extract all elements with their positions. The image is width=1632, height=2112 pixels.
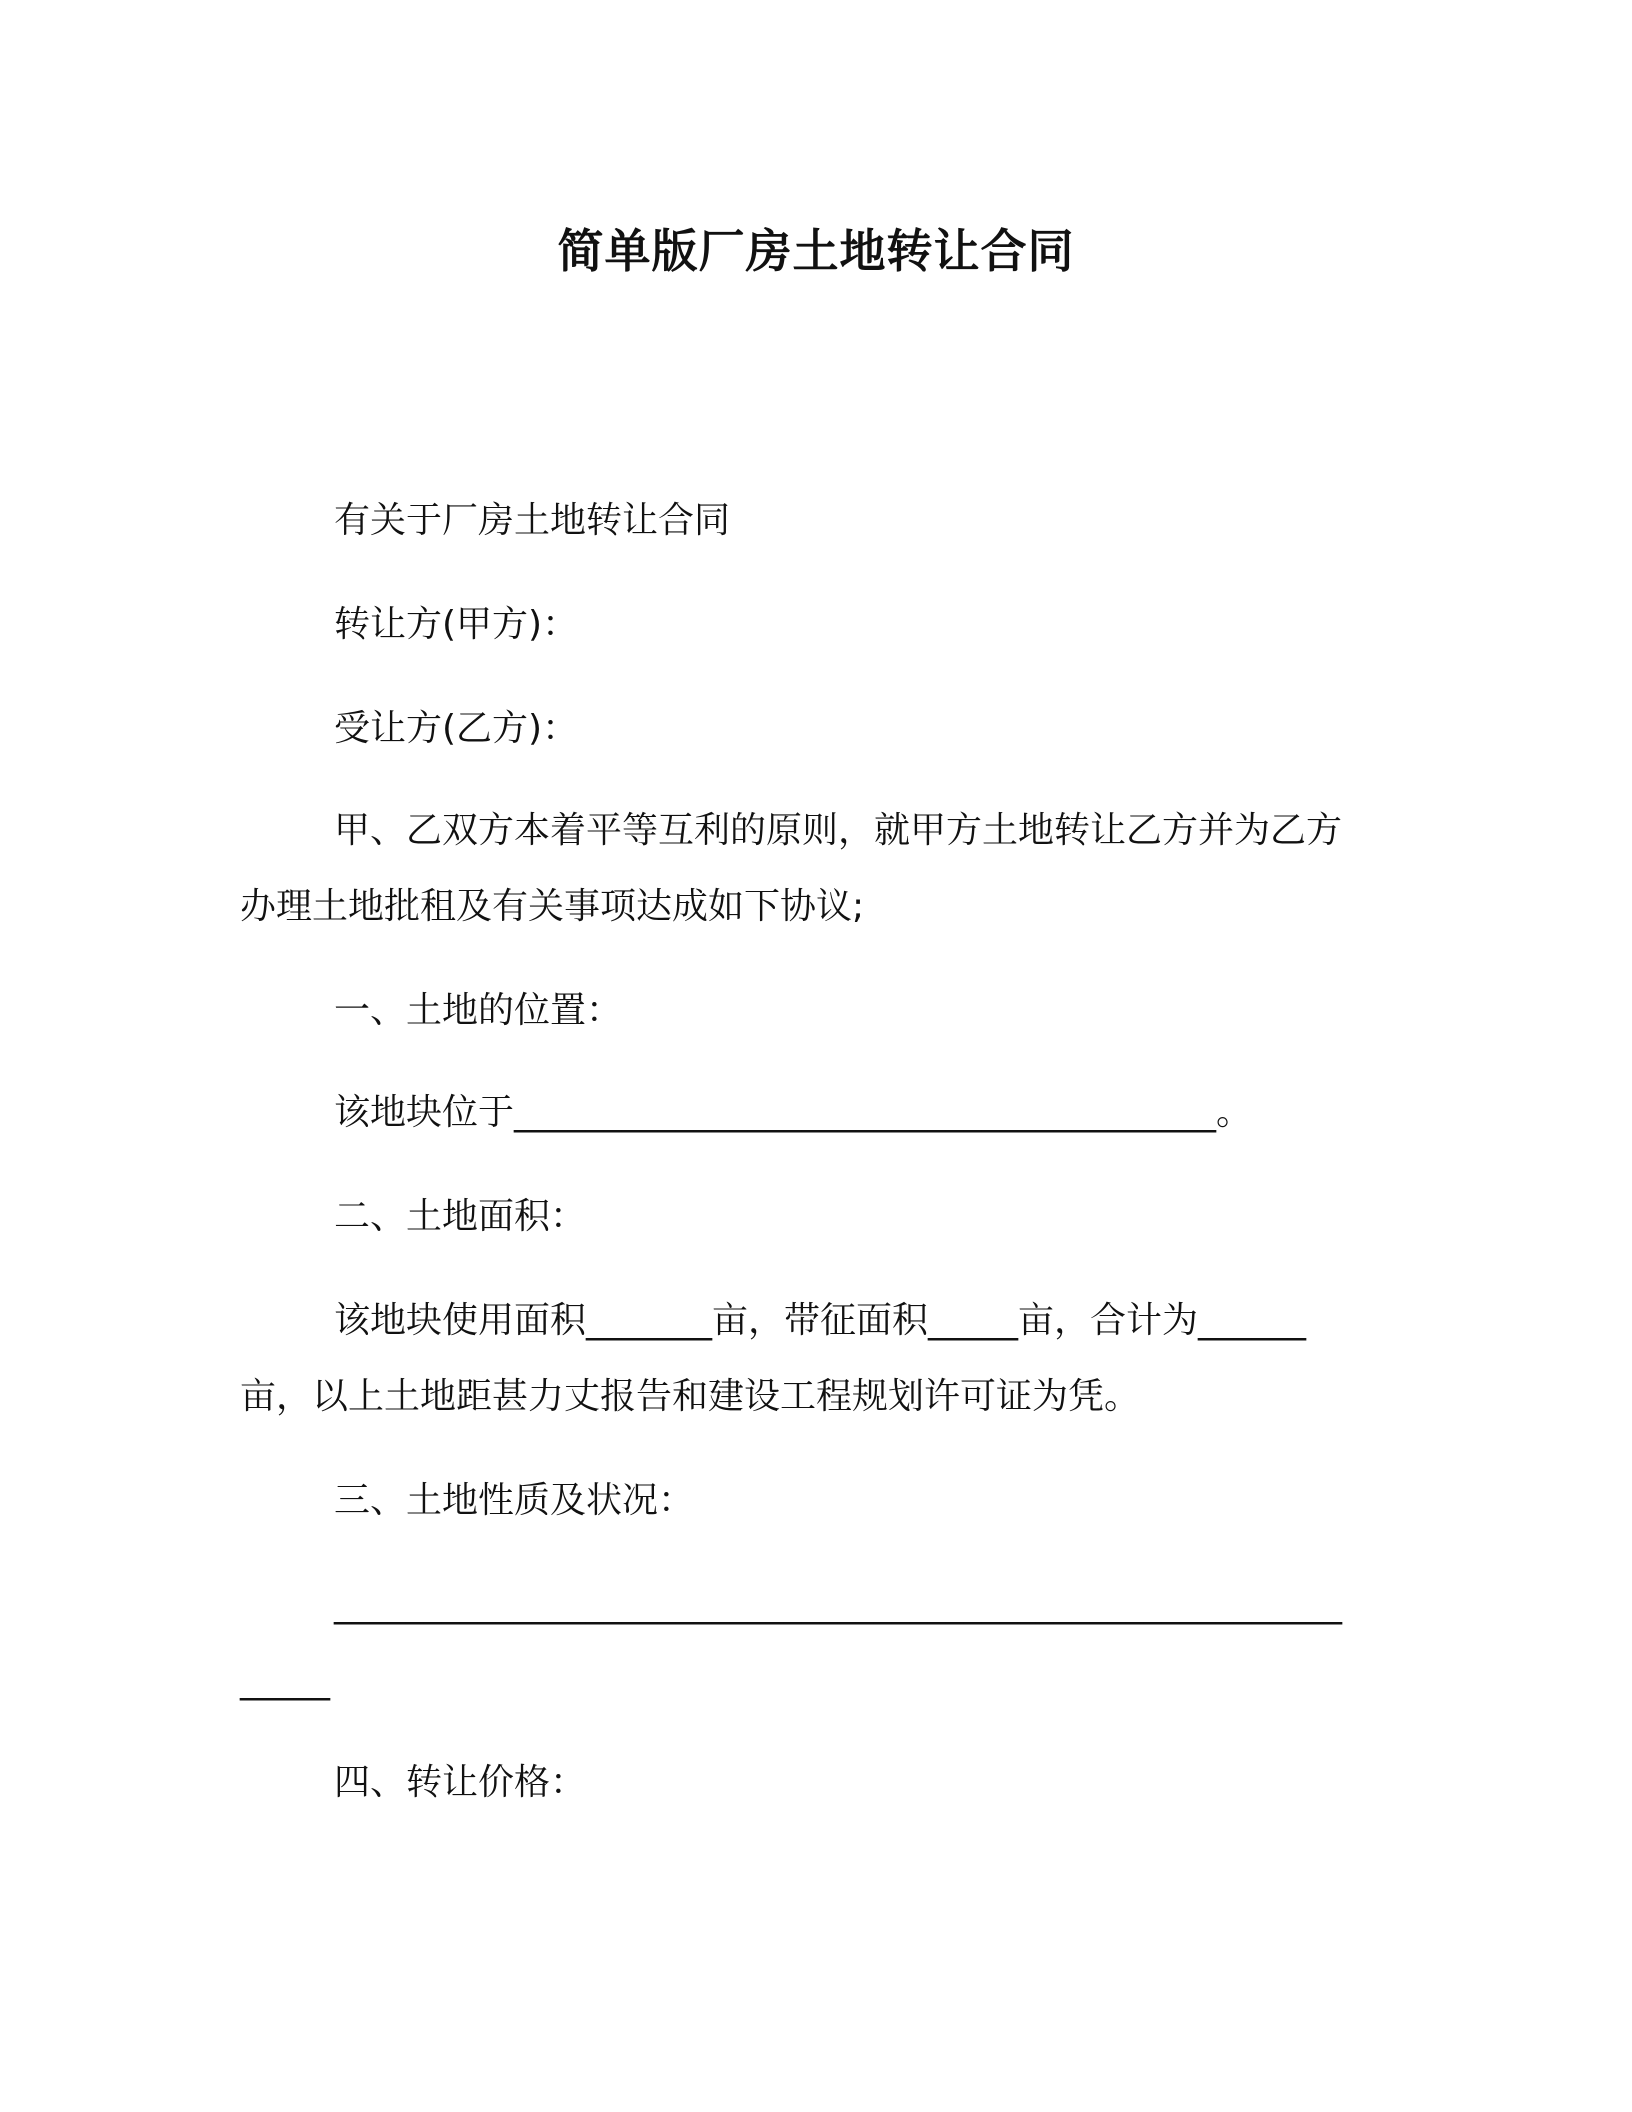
section-1-heading: 一、土地的位置： xyxy=(334,990,623,1031)
land-area-line-1: 该地块使用面积_______亩，带征面积_____亩，合计为______ xyxy=(334,1300,1307,1341)
section-2-heading: 二、土地面积： xyxy=(334,1196,587,1237)
contract-heading: 有关于厂房土地转让合同 xyxy=(334,500,731,541)
land-area-line-2: 亩，以上土地距甚力丈报告和建设工程规划许可证为凭。 xyxy=(240,1376,1141,1417)
land-status-blank-line-2: _____ xyxy=(240,1660,330,1701)
document-title: 简单版厂房土地转让合同 xyxy=(557,224,1075,278)
preamble-line-1: 甲、乙双方本着平等互利的原则，就甲方土地转让乙方并为乙方 xyxy=(334,810,1343,851)
transferor-line: 转让方(甲方)： xyxy=(334,604,579,645)
section-3-heading: 三、土地性质及状况： xyxy=(334,1480,695,1521)
land-status-blank-line-1: ________________________________________________________ xyxy=(334,1584,1342,1625)
land-location-line: 该地块位于_______________________________________。 xyxy=(334,1092,1253,1133)
preamble-line-2: 办理土地批租及有关事项达成如下协议; xyxy=(240,886,865,927)
section-4-heading: 四、转让价格： xyxy=(334,1762,587,1803)
transferee-line: 受让方(乙方)： xyxy=(334,708,579,749)
